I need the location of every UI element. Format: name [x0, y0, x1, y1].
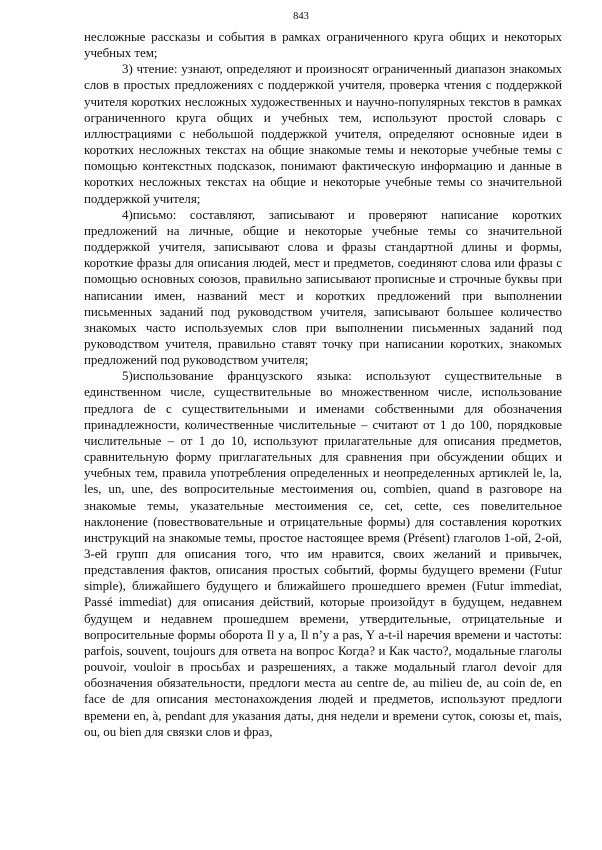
paragraph-continuation: несложные рассказы и события в рамках ограниченного круга общих и некоторых учебных тем; — [84, 29, 562, 61]
paragraph-writing: 4)письмо: составляют, записывают и проверяют написание коротких предложений на личные, общие и некоторые учебные темы со значительной поддержкой учителя, записывают слова и фразы стандартной длины и формы, короткие фразы для описания людей, мест и предметов, соединяют слова или фразы с помощью основных союзов, правильно записывают прописные и строчные буквы при написании имен, названий мест и коротких предложений при выполнении письменных заданий под руководством учителя, записывают большее количество знакомых часто используемых слов при выполнении письменных заданий под руководством учителя, правильно ставят точку при написании коротких, знакомых предложений под руководством учителя; — [84, 206, 562, 368]
page-number: 843 — [293, 11, 309, 22]
page-body — [84, 29, 562, 740]
paragraph-language-use: 5)использование французского языка: используют существительные в единственном числе, существительные во множественном числе, использование предлога de с существительными и именами собственными для обозначения принадлежности, количественные числительные – считают от 1 до 100, порядковые числительные – от 1 до 10, используют прилагательные для описания предметов, сравнительную форму приглагательных для сравнения при обсуждении общих и учебных тем, правила употребления определенных и неопределенных артиклей le, la, les, un, une, des вопросительные местоимения ou, combien, quand в разговоре на знакомые темы, указательные местоимения ce, cet, cette, ces повелительное наклонение (повествовательные и отрицательные формы) для составления коротких инструкций на знакомые темы, простое настоящее время (Présent) глаголов 1-ой, 2-ой, 3-ей групп для описания того, что им нравится, своих желаний и привычек, представления фактов, описания простых событий, формы будущего времени (Futur simple), ближайшего будущего и ближайшего прошедшего времен (Futur immediat, Passé immediat) для описания действий, которые произойдут в будущем, недавнем будущем и недавнем прошедшем времени, утвердительные, отрицательные и вопросительные формы оборота Il y a, Il n’y a pas, Y a-t-il наречия времени и частоты: parfois, souvent, toujours для ответа на вопрос Когда? и Как часто?, модальные глаголы pouvoir, vouloir в просьбах и разрешениях, а также модальный глагол devoir для обозначения обязательности, предлоги места au centre de, au milieu de, au coin de, en face de для описания местонахождения людей и предметов, используют предлоги времени en, à, pendant для указания даты, дня недели и времени суток, союзы et, mais, ou, ou bien для связки слов и фраз, — [84, 368, 562, 739]
paragraph-reading: 3) чтение: узнают, определяют и произносят ограниченный диапазон знакомых слов в простых предложениях с поддержкой учителя, проверка чтения с поддержкой учителя коротких несложных художественных и научно-популярных текстов в рамках ограниченного круга общих и учебных тем, используют простой словарь с иллюстрациями с небольшой поддержкой учителя, определяют основные идеи в коротких несложных текстах на общие знакомые темы и некоторые учебные темы с помощью контекстных подсказок, понимают фактическую информацию и данные в коротких несложных текстах на общие и некоторые учебные темы со значительной поддержкой учителя; — [84, 61, 562, 206]
